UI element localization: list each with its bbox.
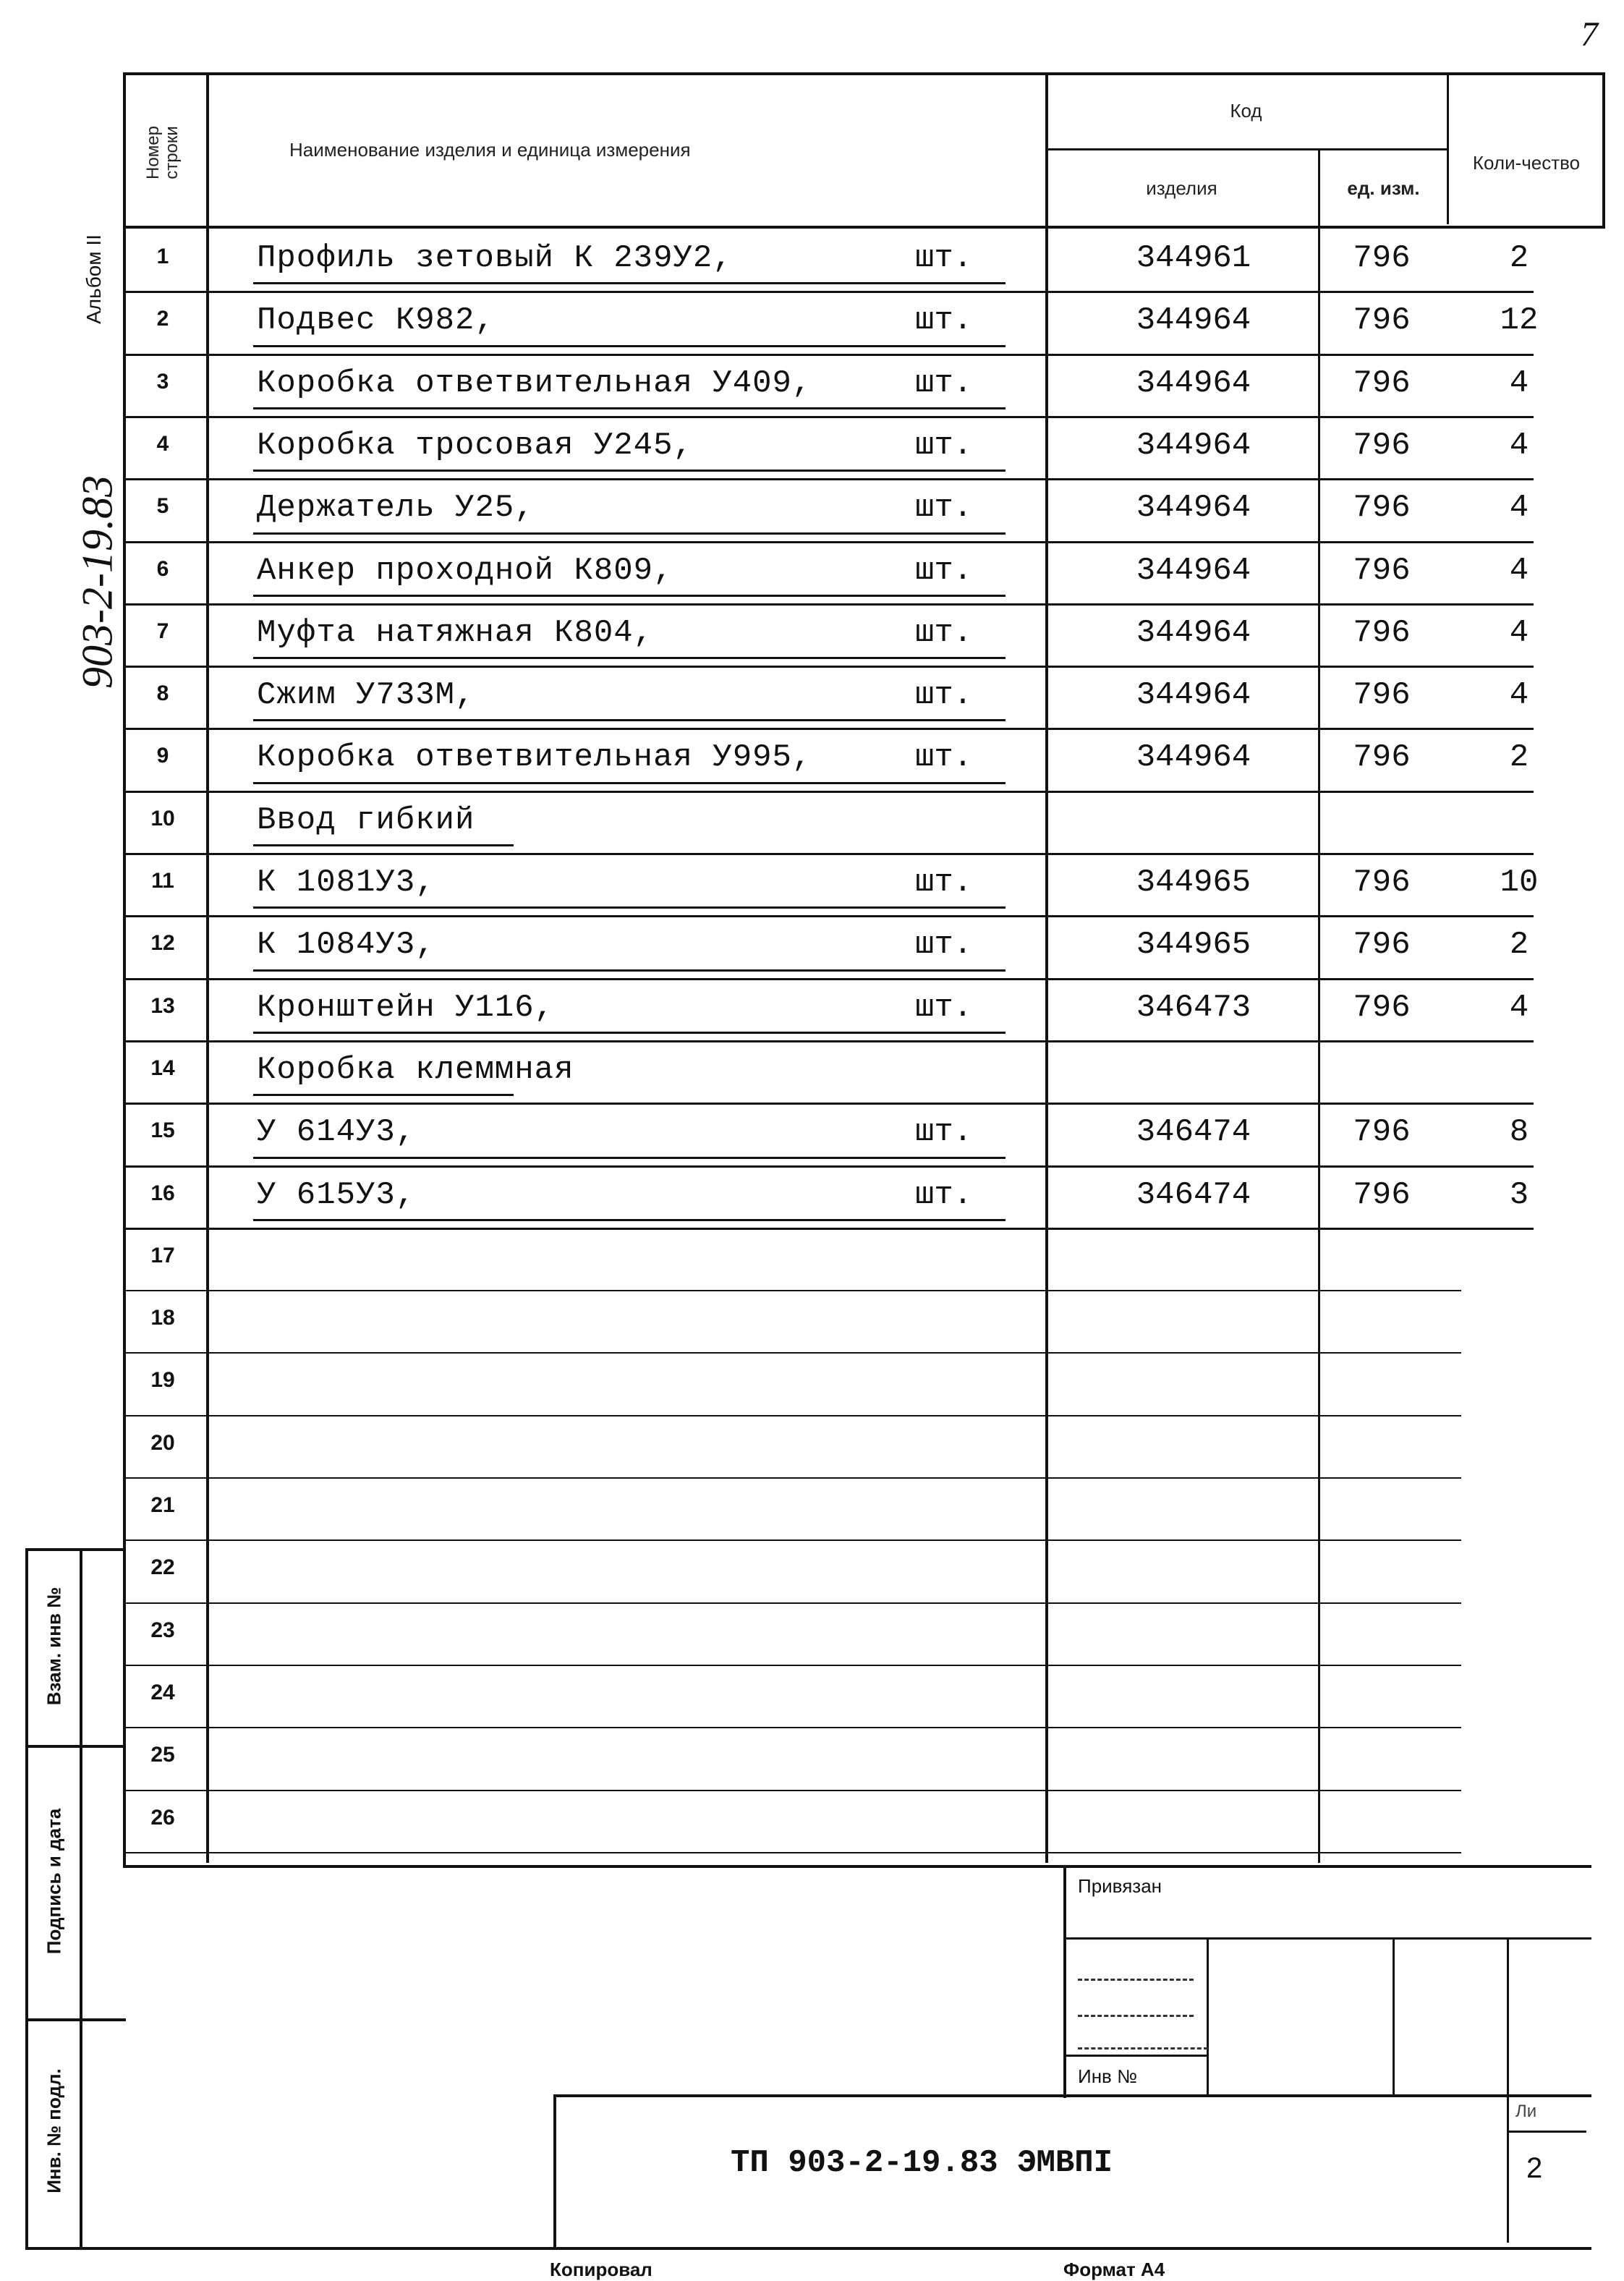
row-underline — [253, 969, 1006, 972]
item-unit: шт. — [915, 615, 973, 651]
footer-format: Формат А4 — [1063, 2259, 1165, 2280]
item-unit: шт. — [915, 927, 973, 963]
row-separator — [123, 354, 1534, 356]
row-number: 12 — [150, 931, 175, 955]
row-underline — [253, 282, 1006, 284]
item-unit: шт. — [915, 739, 973, 776]
header-code: Код — [1230, 100, 1262, 122]
row-underline — [253, 1094, 514, 1096]
item-unit-code: 796 — [1353, 240, 1411, 276]
row-number: 6 — [156, 557, 169, 581]
row-underline — [253, 470, 1006, 472]
stamp-inner-v3 — [1507, 1939, 1509, 2243]
item-unit: шт. — [915, 553, 973, 589]
stamp-inner-v2 — [1393, 1939, 1395, 2094]
header-code-unit: ед. изм. — [1347, 177, 1420, 199]
row-number: 13 — [150, 994, 175, 1018]
row-number: 8 — [156, 681, 169, 705]
row-underline — [253, 1032, 1006, 1034]
row-number: 15 — [150, 1118, 175, 1142]
stamp-inv-no: Инв № — [1078, 2065, 1137, 2087]
row-separator — [123, 1040, 1534, 1042]
item-code: 344964 — [1136, 365, 1251, 402]
stamp-privyazan: Привязан — [1078, 1875, 1162, 1897]
item-quantity: 2 — [1509, 927, 1529, 963]
item-name: Коробка тросовая У245, — [257, 428, 693, 464]
row-underline — [253, 1219, 1006, 1221]
row-number: 22 — [150, 1555, 175, 1579]
row-number: 19 — [150, 1368, 175, 1392]
row-number: 14 — [150, 1056, 175, 1080]
row-separator — [123, 1477, 1461, 1479]
row-number: 26 — [150, 1806, 175, 1830]
frame-unit-divider — [1318, 148, 1320, 1863]
row-number: 17 — [150, 1244, 175, 1267]
item-unit-code: 796 — [1353, 553, 1411, 589]
row-underline — [253, 782, 1006, 784]
item-quantity: 8 — [1509, 1114, 1529, 1150]
side-bottom — [25, 2247, 126, 2250]
sheet-number: 2 — [1526, 2152, 1543, 2184]
page-number: 7 — [1581, 15, 1598, 54]
frame-top — [123, 72, 1605, 75]
row-separator — [123, 1790, 1461, 1791]
item-unit-code: 796 — [1353, 865, 1411, 901]
row-underline — [253, 532, 1006, 535]
item-unit: шт. — [915, 365, 973, 402]
header-code-split — [1045, 148, 1447, 150]
side-split-2 — [25, 2018, 126, 2021]
item-code: 344964 — [1136, 739, 1251, 776]
title-block-top — [553, 2094, 1591, 2097]
side-album-label: Альбом II — [82, 234, 105, 324]
row-number: 16 — [150, 1181, 175, 1205]
row-number: 11 — [151, 869, 174, 893]
item-code: 344965 — [1136, 865, 1251, 901]
item-code: 346474 — [1136, 1114, 1251, 1150]
item-unit-code: 796 — [1353, 428, 1411, 464]
item-unit: шт. — [915, 865, 973, 901]
item-name: Кронштейн У116, — [257, 990, 555, 1026]
item-unit-code: 796 — [1353, 739, 1411, 776]
item-quantity: 10 — [1500, 865, 1539, 901]
row-separator — [123, 603, 1534, 606]
row-separator — [123, 1290, 1461, 1291]
item-name: Коробка ответвительная У409, — [257, 365, 812, 402]
stamp-top — [123, 1865, 1591, 1868]
item-unit: шт. — [915, 302, 973, 339]
header-row-number: Номер строки — [143, 126, 182, 179]
item-name: Держатель У25, — [257, 490, 535, 526]
item-name: Подвес К982, — [257, 302, 495, 339]
row-separator — [123, 1727, 1461, 1728]
side-vzam-label: Взам. инв № — [43, 1586, 65, 1706]
row-number: 1 — [156, 245, 169, 268]
stamp-inner-v1 — [1207, 1939, 1209, 2094]
doc-title: ТП 903-2-19.83 ЭМВПI — [731, 2145, 1113, 2181]
frame-qty-divider — [1447, 72, 1449, 224]
stamp-inner-line — [1063, 1937, 1591, 1940]
item-code: 344961 — [1136, 240, 1251, 276]
footer-copied: Копировал — [550, 2259, 652, 2280]
row-number: 24 — [150, 1681, 175, 1704]
row-separator — [123, 1415, 1461, 1416]
item-unit: шт. — [915, 428, 973, 464]
row-underline — [253, 719, 1006, 721]
row-separator — [123, 1852, 1461, 1853]
row-underline — [253, 657, 1006, 659]
item-code: 346473 — [1136, 990, 1251, 1026]
item-code: 344964 — [1136, 553, 1251, 589]
item-quantity: 4 — [1509, 990, 1529, 1026]
item-name: Анкер проходной К809, — [257, 553, 673, 589]
row-separator — [123, 478, 1534, 480]
item-unit-code: 796 — [1353, 990, 1411, 1026]
row-separator — [123, 915, 1534, 917]
item-unit-code: 796 — [1353, 1114, 1411, 1150]
item-unit-code: 796 — [1353, 490, 1411, 526]
row-number: 21 — [150, 1493, 175, 1517]
item-code: 344964 — [1136, 615, 1251, 651]
row-separator — [123, 291, 1534, 293]
item-name: Сжим У733М, — [257, 677, 475, 713]
item-unit: шт. — [915, 490, 973, 526]
row-underline — [253, 595, 1006, 597]
header-bottom — [123, 226, 1605, 229]
item-quantity: 4 — [1509, 677, 1529, 713]
row-separator — [123, 1602, 1461, 1604]
item-unit-code: 796 — [1353, 1177, 1411, 1213]
row-separator — [123, 1539, 1461, 1541]
row-number: 10 — [150, 807, 175, 831]
row-separator — [123, 1228, 1534, 1230]
row-number: 18 — [150, 1306, 175, 1330]
row-number: 20 — [150, 1431, 175, 1455]
item-code: 344964 — [1136, 428, 1251, 464]
stamp-dash-3 — [1078, 2047, 1208, 2049]
item-name: Коробка ответвительная У995, — [257, 739, 812, 776]
side-invpodl-label: Инв. № подл. — [43, 2068, 65, 2193]
side-doc-code: 903-2-19.83 — [73, 475, 122, 689]
item-unit-code: 796 — [1353, 927, 1411, 963]
row-separator — [123, 416, 1534, 418]
row-underline — [253, 906, 1006, 909]
title-block-left — [553, 2094, 556, 2250]
row-underline — [253, 407, 1006, 409]
item-name: К 1084У3, — [257, 927, 435, 963]
row-underline — [253, 345, 1006, 347]
title-block-bottom — [123, 2247, 1591, 2250]
row-separator — [123, 1103, 1534, 1105]
item-unit: шт. — [915, 990, 973, 1026]
item-quantity: 3 — [1509, 1177, 1529, 1213]
row-number: 25 — [150, 1743, 175, 1767]
row-number: 7 — [156, 619, 169, 643]
item-quantity: 4 — [1509, 365, 1529, 402]
stamp-dash-2 — [1078, 2015, 1194, 2017]
side-split-1 — [25, 1745, 126, 1748]
frame-code-divider — [1045, 72, 1048, 1863]
item-code: 344964 — [1136, 302, 1251, 339]
row-underline — [253, 1157, 1006, 1159]
item-unit: шт. — [915, 1114, 973, 1150]
item-name: Ввод гибкий — [257, 802, 475, 838]
item-name: Профиль зетовый К 239У2, — [257, 240, 733, 276]
stamp-privyazan-left — [1063, 1866, 1066, 2098]
row-underline — [253, 844, 514, 846]
item-unit-code: 796 — [1353, 677, 1411, 713]
row-separator — [123, 1165, 1534, 1168]
item-quantity: 12 — [1500, 302, 1539, 339]
sheet-label: Ли — [1515, 2102, 1537, 2121]
item-unit-code: 796 — [1353, 615, 1411, 651]
row-separator — [123, 666, 1534, 668]
item-name: У 615У3, — [257, 1177, 416, 1213]
stamp-dash-1 — [1078, 1979, 1194, 1981]
frame-right — [1602, 72, 1605, 228]
row-number: 23 — [150, 1618, 175, 1642]
item-code: 344964 — [1136, 677, 1251, 713]
item-quantity: 2 — [1509, 240, 1529, 276]
item-quantity: 2 — [1509, 739, 1529, 776]
row-number: 5 — [156, 494, 169, 518]
row-number: 9 — [156, 744, 169, 768]
item-name: У 614У3, — [257, 1114, 416, 1150]
row-number: 3 — [156, 370, 169, 394]
row-separator — [123, 1665, 1461, 1666]
side-podpis-label: Подпись и дата — [43, 1808, 65, 1955]
item-code: 346474 — [1136, 1177, 1251, 1213]
item-unit-code: 796 — [1353, 365, 1411, 402]
stamp-inner-line-2 — [1063, 2055, 1208, 2057]
row-number: 4 — [156, 432, 169, 456]
header-name: Наименование изделия и единица измерения — [289, 139, 691, 161]
item-code: 344965 — [1136, 927, 1251, 963]
frame-rownum-divider — [206, 72, 209, 1863]
row-separator — [123, 853, 1534, 855]
item-unit: шт. — [915, 677, 973, 713]
item-name: К 1081У3, — [257, 865, 435, 901]
side-inner-divider — [80, 1548, 82, 2250]
item-unit: шт. — [915, 1177, 973, 1213]
item-quantity: 4 — [1509, 428, 1529, 464]
item-unit-code: 796 — [1353, 302, 1411, 339]
header-code-item: изделия — [1146, 177, 1217, 199]
row-separator — [123, 791, 1534, 793]
sheet-label-line — [1507, 2131, 1586, 2133]
item-name: Муфта натяжная К804, — [257, 615, 654, 651]
frame-left — [123, 72, 126, 1866]
row-separator — [123, 1352, 1461, 1354]
side-top — [25, 1548, 126, 1551]
header-qty: Коли-чество — [1472, 152, 1581, 174]
row-separator — [123, 541, 1534, 543]
side-outer-left — [25, 1548, 28, 2250]
item-unit: шт. — [915, 240, 973, 276]
row-separator — [123, 978, 1534, 980]
item-quantity: 4 — [1509, 490, 1529, 526]
row-separator — [123, 728, 1534, 730]
item-code: 344964 — [1136, 490, 1251, 526]
item-quantity: 4 — [1509, 553, 1529, 589]
item-quantity: 4 — [1509, 615, 1529, 651]
item-name: Коробка клеммная — [257, 1052, 574, 1088]
row-number: 2 — [156, 307, 169, 331]
